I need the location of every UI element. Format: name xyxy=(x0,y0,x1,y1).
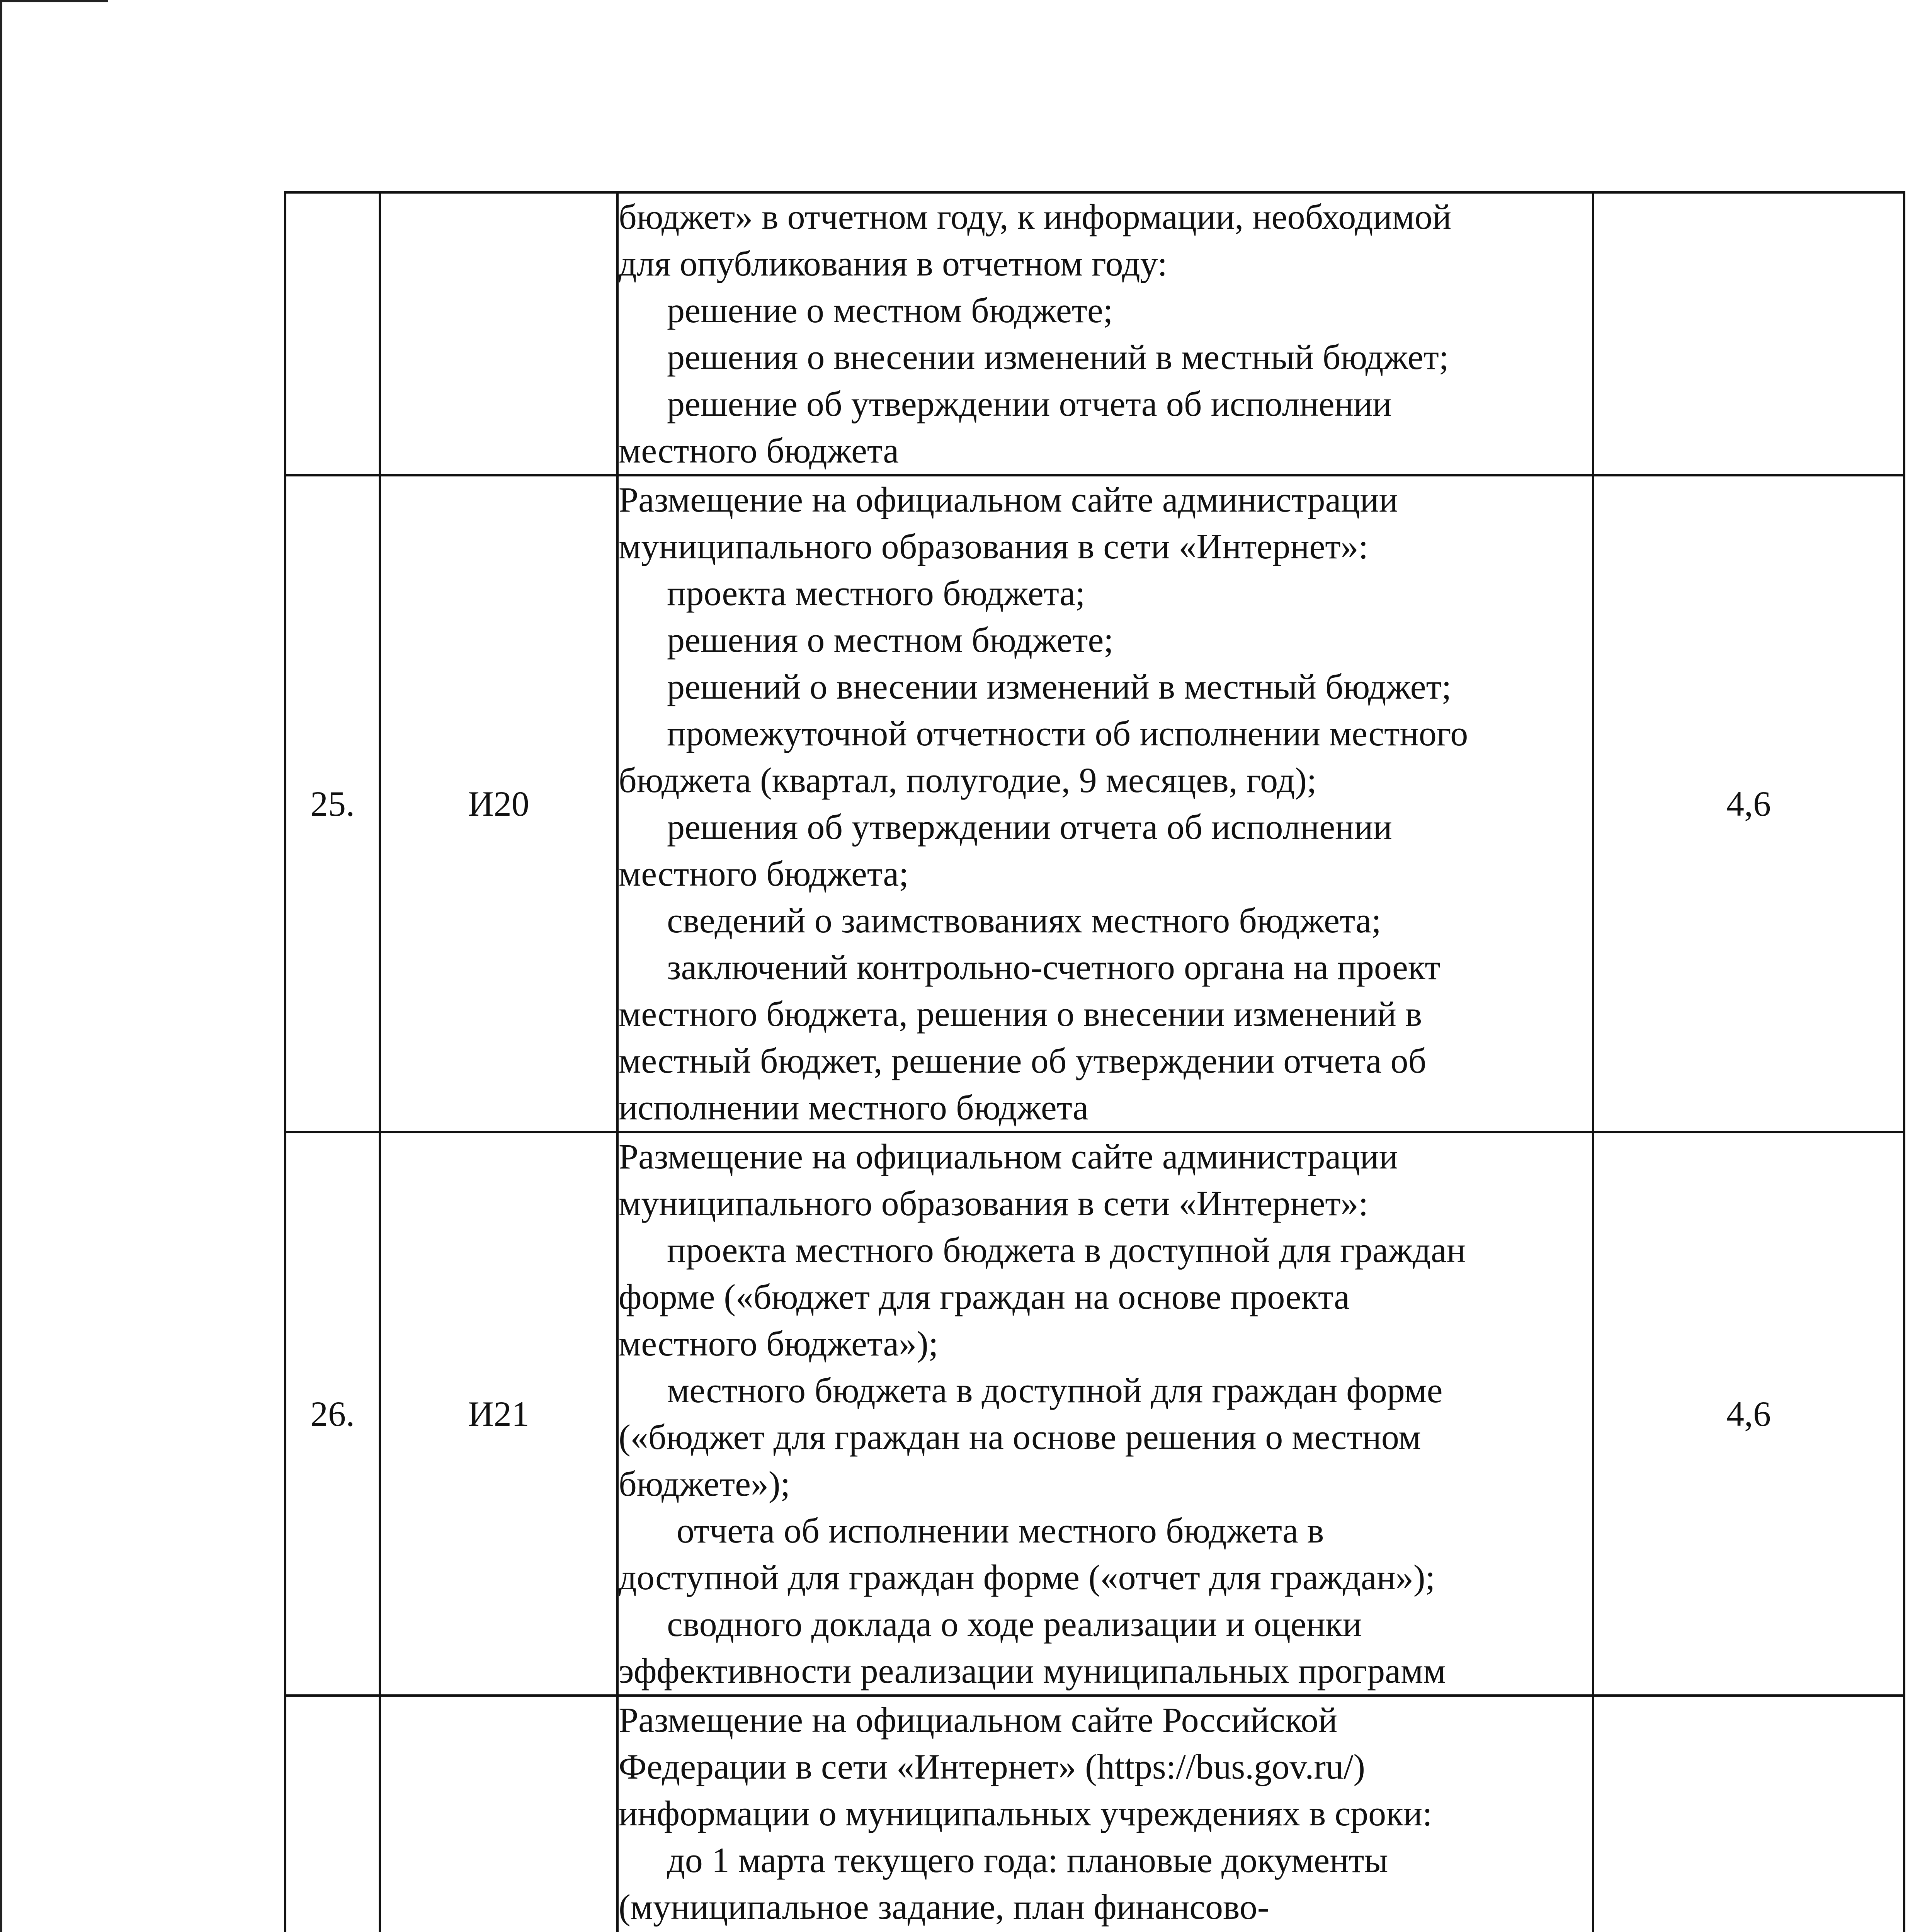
indicator-code xyxy=(380,1696,617,1932)
description-line: форме («бюджет для граждан на основе проекта xyxy=(619,1277,1350,1316)
description-line: сводного доклада о ходе реализации и оценки xyxy=(667,1604,1362,1644)
description-line: решения о местном бюджете; xyxy=(667,620,1114,660)
description-line: отчета об исполнении местного бюджета в xyxy=(677,1511,1324,1550)
indicator-table-body xyxy=(285,192,1904,1932)
description-line: решений о внесении изменений в местный бюджет; xyxy=(667,667,1452,706)
description-line: сведений о заимствованиях местного бюджета; xyxy=(667,901,1381,940)
indicator-code: И20 xyxy=(380,475,617,1132)
description-line: для опубликования в отчетном году: xyxy=(619,244,1167,283)
description-line: Размещение на официальном сайте администрации xyxy=(619,480,1398,519)
row-number xyxy=(285,1696,380,1932)
description-line: (муниципальное задание, план финансово- xyxy=(619,1887,1269,1927)
description-line: («бюджет для граждан на основе решения о местном xyxy=(619,1417,1421,1457)
indicator-weight: 4,6 xyxy=(1593,1132,1904,1696)
description-line: Размещение на официальном сайте Российской xyxy=(619,1700,1338,1740)
description-line: эффективности реализации муниципальных программ xyxy=(619,1651,1446,1690)
description-line: информации о муниципальных учреждениях в сроки: xyxy=(619,1794,1432,1833)
description-line: промежуточной отчетности об исполнении местного xyxy=(667,714,1468,753)
indicator-weight xyxy=(1593,192,1904,475)
description-line: решение о местном бюджете; xyxy=(667,291,1113,330)
description-line: муниципального образования в сети «Интернет»: xyxy=(619,527,1369,566)
row-number xyxy=(285,192,380,475)
description-line: решения о внесении изменений в местный бюджет; xyxy=(667,337,1449,377)
scan-left-edge xyxy=(0,0,2,1932)
indicator-weight xyxy=(1593,1696,1904,1932)
description-line: Федерации в сети «Интернет» (https://bus.gov.ru/) xyxy=(619,1747,1366,1786)
indicator-code: И21 xyxy=(380,1132,617,1696)
description-line: до 1 марта текущего года: плановые документы xyxy=(667,1840,1388,1880)
indicator-description xyxy=(617,475,1593,1132)
indicator-code xyxy=(380,192,617,475)
table-row xyxy=(285,192,1904,475)
table-row xyxy=(285,475,1904,1132)
indicator-description xyxy=(617,192,1593,475)
description-line: местного бюджета в доступной для граждан форме xyxy=(667,1371,1443,1410)
description-line: решение об утверждении отчета об исполнении xyxy=(667,384,1392,423)
table-row xyxy=(285,1132,1904,1696)
description-line xyxy=(619,1930,1592,1932)
table-row xyxy=(285,1696,1904,1932)
description-line: проекта местного бюджета; xyxy=(667,573,1085,613)
description-line: доступной для граждан форме («отчет для граждан»); xyxy=(619,1558,1435,1597)
description-line: решения об утверждении отчета об исполнении xyxy=(667,807,1392,847)
description-line: заключений контрольно-счетного органа на проект xyxy=(667,947,1440,987)
scan-top-edge xyxy=(0,0,108,2)
description-line: местного бюджета, решения о внесении изменений в xyxy=(619,994,1422,1034)
description-line: Размещение на официальном сайте администрации xyxy=(619,1137,1398,1176)
row-number: 25. xyxy=(285,475,380,1132)
description-line: бюджета (квартал, полугодие, 9 месяцев, год); xyxy=(619,760,1317,800)
description-line: местного бюджета»); xyxy=(619,1324,939,1363)
description-line: муниципального образования в сети «Интернет»: xyxy=(619,1184,1369,1223)
description-line: местный бюджет, решение об утверждении отчета об xyxy=(619,1041,1427,1080)
description-line: местного бюджета; xyxy=(619,854,909,893)
description-line: проекта местного бюджета в доступной для граждан xyxy=(667,1230,1466,1270)
indicator-weight: 4,6 xyxy=(1593,475,1904,1132)
row-number: 26. xyxy=(285,1132,380,1696)
description-line: местного бюджета xyxy=(619,431,899,470)
description-line: бюджет» в отчетном году, к информации, необходимой xyxy=(619,197,1452,236)
description-line: исполнении местного бюджета xyxy=(619,1088,1088,1127)
indicator-table xyxy=(284,191,1905,1932)
description-line: бюджете»); xyxy=(619,1464,791,1503)
indicator-description xyxy=(617,1696,1593,1932)
indicator-description xyxy=(617,1132,1593,1696)
